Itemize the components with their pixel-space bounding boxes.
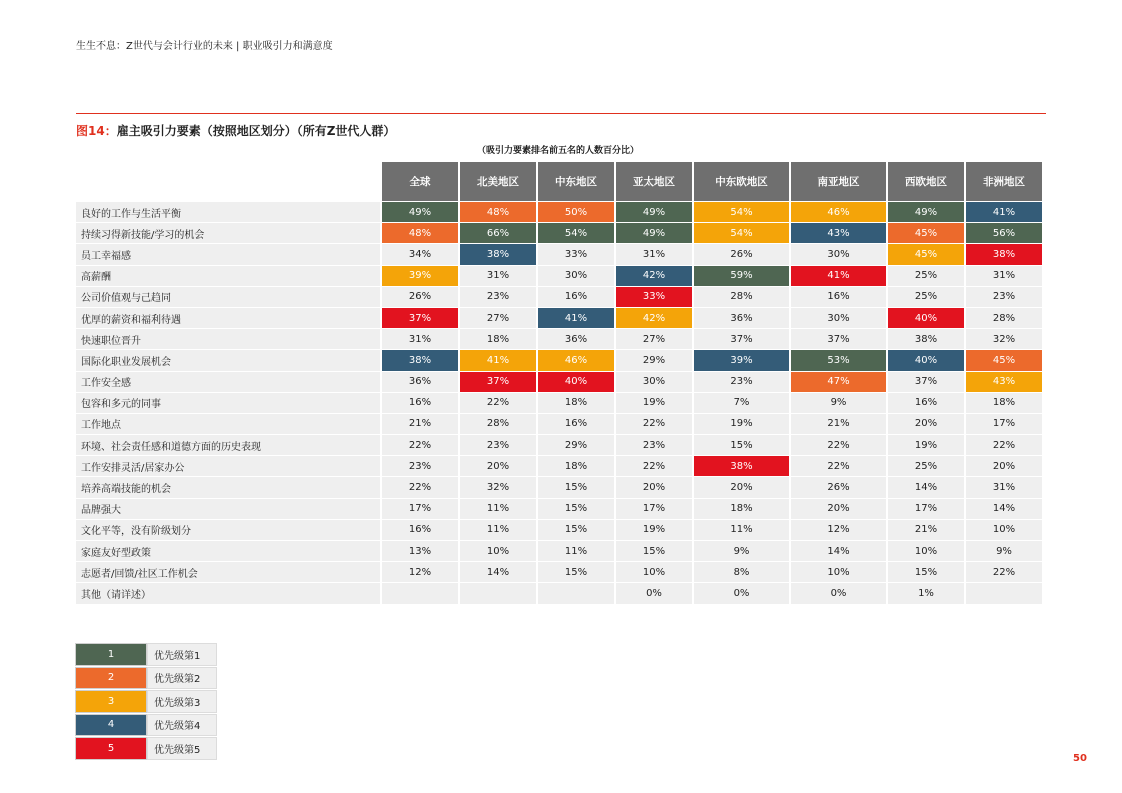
value-cell: 32% [966,329,1042,349]
value-cell [382,583,458,603]
value-cell: 33% [538,244,614,264]
value-cell: 11% [460,499,536,519]
value-cell: 25% [888,266,964,286]
value-cell: 36% [538,329,614,349]
value-cell: 48% [460,202,536,222]
value-cell: 15% [538,477,614,497]
value-cell: 38% [694,456,789,476]
legend-swatch: 3 [75,690,147,713]
value-cell: 14% [791,541,886,561]
figure-title [76,122,395,139]
legend-label: 优先级第4 [147,714,217,737]
value-cell: 45% [966,350,1042,370]
value-cell: 26% [382,287,458,307]
value-cell: 40% [888,350,964,370]
value-cell: 18% [460,329,536,349]
value-cell: 8% [694,562,789,582]
column-header: 北美地区 [460,162,536,201]
value-cell: 18% [538,456,614,476]
value-cell: 21% [888,520,964,540]
value-cell: 38% [382,350,458,370]
row-label: 包容和多元的同事 [76,393,380,413]
table-row [76,541,1042,561]
legend-swatch: 1 [75,643,147,666]
row-label: 环境、社会责任感和道德方面的历史表现 [76,435,380,455]
value-cell: 22% [791,435,886,455]
value-cell: 31% [966,266,1042,286]
row-label: 高薪酬 [76,266,380,286]
value-cell: 49% [382,202,458,222]
value-cell: 16% [791,287,886,307]
value-cell: 19% [616,393,692,413]
table-row [76,414,1042,434]
value-cell: 12% [791,520,886,540]
column-header: 南亚地区 [791,162,886,201]
value-cell [460,583,536,603]
value-cell: 15% [538,562,614,582]
value-cell: 17% [616,499,692,519]
value-cell: 41% [966,202,1042,222]
value-cell: 47% [791,372,886,392]
value-cell: 40% [888,308,964,328]
value-cell: 31% [966,477,1042,497]
page-number: 50 [1073,753,1087,764]
figure-subtitle: （吸引力要素排名前五名的人数百分比） [476,146,639,156]
table-header-row [76,162,1042,201]
table-row [76,223,1042,243]
header-rule [76,113,1046,114]
value-cell: 19% [616,520,692,540]
row-label: 工作地点 [76,414,380,434]
table-row [76,350,1042,370]
value-cell: 19% [694,414,789,434]
column-header: 非洲地区 [966,162,1042,201]
value-cell: 27% [616,329,692,349]
value-cell: 19% [888,435,964,455]
row-label: 志愿者/回馈/社区工作机会 [76,562,380,582]
value-cell: 10% [460,541,536,561]
value-cell: 30% [538,266,614,286]
value-cell: 37% [791,329,886,349]
table-row [76,202,1042,222]
value-cell: 34% [382,244,458,264]
value-cell: 32% [460,477,536,497]
value-cell: 20% [616,477,692,497]
value-cell: 22% [460,393,536,413]
value-cell: 16% [538,287,614,307]
value-cell: 14% [460,562,536,582]
value-cell: 38% [460,244,536,264]
value-cell: 28% [460,414,536,434]
value-cell: 22% [616,414,692,434]
value-cell: 27% [460,308,536,328]
value-cell: 0% [694,583,789,603]
value-cell: 20% [694,477,789,497]
value-cell: 40% [538,372,614,392]
value-cell: 22% [382,477,458,497]
table-row [76,287,1042,307]
legend-swatch: 2 [75,667,147,690]
value-cell: 25% [888,456,964,476]
value-cell: 12% [382,562,458,582]
value-cell: 22% [966,435,1042,455]
value-cell: 10% [888,541,964,561]
row-label: 良好的工作与生活平衡 [76,202,380,222]
value-cell: 31% [616,244,692,264]
value-cell: 54% [694,223,789,243]
value-cell: 17% [966,414,1042,434]
value-cell: 26% [791,477,886,497]
value-cell: 11% [538,541,614,561]
document-header: 生生不息：Z世代与会计行业的未来 | 职业吸引力和满意度 [76,41,333,52]
value-cell: 23% [694,372,789,392]
row-label: 文化平等，没有阶级划分 [76,520,380,540]
table-row [76,456,1042,476]
column-header: 亚太地区 [616,162,692,201]
priority-legend [75,642,217,761]
table-row [76,520,1042,540]
value-cell: 10% [791,562,886,582]
value-cell: 20% [791,499,886,519]
value-cell: 54% [694,202,789,222]
legend-label: 优先级第5 [147,737,217,760]
value-cell: 41% [538,308,614,328]
value-cell: 25% [888,287,964,307]
row-label: 工作安全感 [76,372,380,392]
table-row [76,244,1042,264]
value-cell [966,583,1042,603]
value-cell: 46% [791,202,886,222]
table-row [76,308,1042,328]
value-cell: 16% [538,414,614,434]
value-cell: 20% [460,456,536,476]
value-cell: 28% [694,287,789,307]
value-cell: 31% [460,266,536,286]
value-cell: 22% [382,435,458,455]
row-label: 其他（请详述） [76,583,380,603]
value-cell: 15% [616,541,692,561]
table-row [76,393,1042,413]
value-cell: 29% [538,435,614,455]
value-cell: 20% [888,414,964,434]
value-cell: 30% [791,244,886,264]
legend-swatch: 4 [75,714,147,737]
value-cell: 50% [538,202,614,222]
table-row [76,435,1042,455]
legend-item [75,737,217,760]
column-header: 中东地区 [538,162,614,201]
value-cell: 23% [460,287,536,307]
figure-number: 图14： [76,124,117,138]
value-cell: 14% [888,477,964,497]
value-cell: 11% [460,520,536,540]
value-cell: 41% [460,350,536,370]
value-cell: 29% [616,350,692,370]
value-cell: 7% [694,393,789,413]
table-row [76,562,1042,582]
row-label: 品牌强大 [76,499,380,519]
value-cell: 22% [966,562,1042,582]
value-cell [538,583,614,603]
value-cell: 18% [694,499,789,519]
value-cell: 49% [616,202,692,222]
column-header: 中东欧地区 [694,162,789,201]
row-label: 持续习得新技能/学习的机会 [76,223,380,243]
value-cell: 42% [616,308,692,328]
value-cell: 15% [888,562,964,582]
legend-swatch: 5 [75,737,147,760]
legend-item [75,690,217,713]
value-cell: 38% [888,329,964,349]
value-cell: 11% [694,520,789,540]
value-cell: 9% [966,541,1042,561]
legend-label: 优先级第3 [147,690,217,713]
legend-item [75,667,217,690]
value-cell: 18% [538,393,614,413]
value-cell: 49% [888,202,964,222]
column-header: 全球 [382,162,458,201]
value-cell: 48% [382,223,458,243]
value-cell: 56% [966,223,1042,243]
row-label: 工作安排灵活/居家办公 [76,456,380,476]
row-label: 优厚的薪资和福利待遇 [76,308,380,328]
value-cell: 21% [791,414,886,434]
value-cell: 10% [616,562,692,582]
legend-item [75,714,217,737]
row-label: 国际化职业发展机会 [76,350,380,370]
value-cell: 23% [966,287,1042,307]
legend-label: 优先级第1 [147,643,217,666]
value-cell: 21% [382,414,458,434]
value-cell: 23% [382,456,458,476]
value-cell: 45% [888,244,964,264]
table-row [76,499,1042,519]
table-row [76,583,1042,603]
value-cell: 26% [694,244,789,264]
value-cell: 43% [966,372,1042,392]
value-cell: 39% [694,350,789,370]
value-cell: 9% [694,541,789,561]
value-cell: 17% [888,499,964,519]
value-cell: 31% [382,329,458,349]
value-cell: 23% [460,435,536,455]
value-cell: 49% [616,223,692,243]
table-row [76,372,1042,392]
legend-label: 优先级第2 [147,667,217,690]
value-cell: 43% [791,223,886,243]
value-cell: 15% [694,435,789,455]
row-label: 快速职位晋升 [76,329,380,349]
value-cell: 0% [791,583,886,603]
value-cell: 42% [616,266,692,286]
table-row [76,329,1042,349]
value-cell: 10% [966,520,1042,540]
value-cell: 9% [791,393,886,413]
row-label: 员工幸福感 [76,244,380,264]
value-cell: 20% [966,456,1042,476]
value-cell: 36% [694,308,789,328]
row-label: 家庭友好型政策 [76,541,380,561]
value-cell: 15% [538,499,614,519]
value-cell: 37% [888,372,964,392]
legend-item [75,643,217,666]
value-cell: 39% [382,266,458,286]
table-row [76,477,1042,497]
value-cell: 17% [382,499,458,519]
value-cell: 28% [966,308,1042,328]
value-cell: 59% [694,266,789,286]
value-cell: 16% [382,520,458,540]
value-cell: 37% [460,372,536,392]
row-label: 培养高端技能的机会 [76,477,380,497]
value-cell: 37% [694,329,789,349]
value-cell: 41% [791,266,886,286]
column-header: 西欧地区 [888,162,964,201]
value-cell: 23% [616,435,692,455]
value-cell: 38% [966,244,1042,264]
value-cell: 33% [616,287,692,307]
value-cell: 16% [382,393,458,413]
value-cell: 37% [382,308,458,328]
value-cell: 0% [616,583,692,603]
value-cell: 18% [966,393,1042,413]
value-cell: 1% [888,583,964,603]
value-cell: 66% [460,223,536,243]
value-cell: 46% [538,350,614,370]
header-blank-cell [76,162,380,201]
value-cell: 54% [538,223,614,243]
value-cell: 45% [888,223,964,243]
value-cell: 22% [616,456,692,476]
row-label: 公司价值观与己趋同 [76,287,380,307]
value-cell: 36% [382,372,458,392]
employer-attraction-table [74,161,1044,605]
value-cell: 13% [382,541,458,561]
value-cell: 22% [791,456,886,476]
value-cell: 14% [966,499,1042,519]
figure-title-text: 雇主吸引力要素（按照地区划分）（所有Z世代人群） [116,124,396,138]
value-cell: 53% [791,350,886,370]
value-cell: 16% [888,393,964,413]
table-row [76,266,1042,286]
value-cell: 30% [616,372,692,392]
value-cell: 30% [791,308,886,328]
value-cell: 15% [538,520,614,540]
